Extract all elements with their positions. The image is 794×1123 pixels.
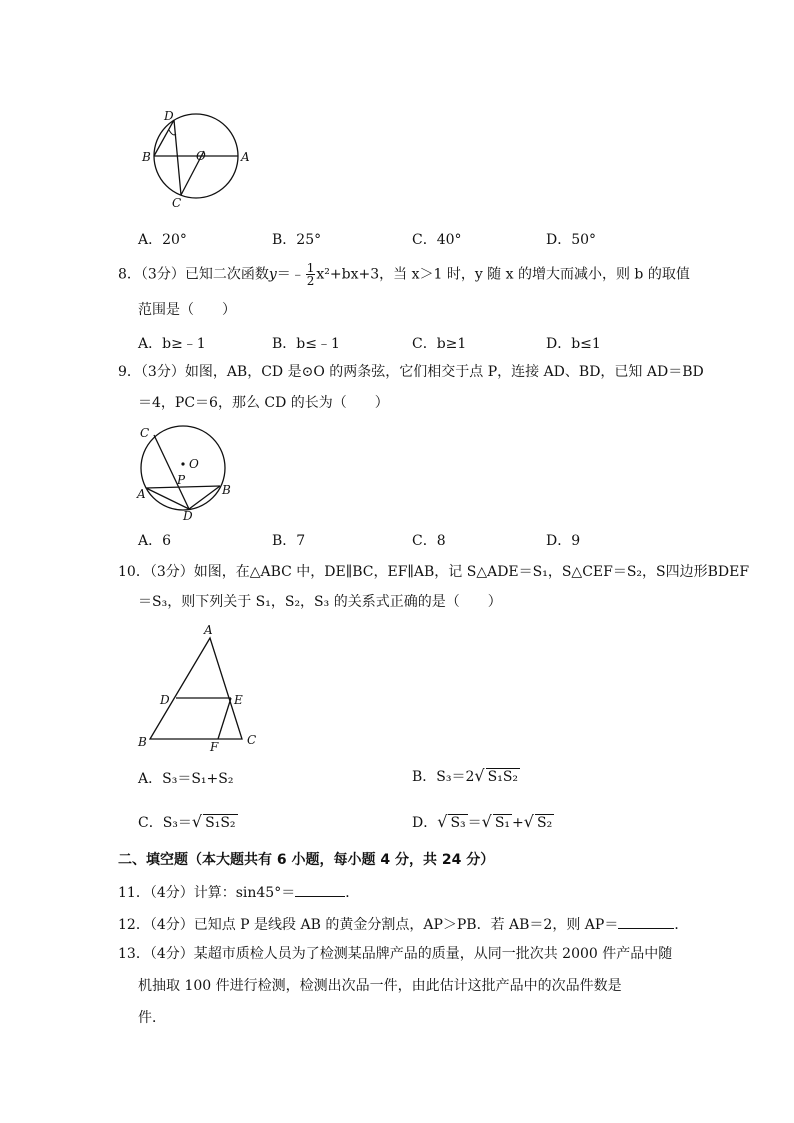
q7-label-c: C <box>172 196 182 210</box>
q11-end: ． <box>345 885 360 901</box>
q10-option-d[interactable] <box>412 812 554 832</box>
q7-label-o: O <box>196 149 206 163</box>
q7-label-d: D <box>164 109 174 123</box>
q10-option-d-equals: ＝ <box>467 815 482 831</box>
q8-stem-line1 <box>118 262 690 287</box>
q8-prefix: 8．（3分）已知二次函数 <box>118 266 269 283</box>
q9-label-p: P <box>177 473 186 487</box>
q10-option-d-plus: + <box>512 815 524 831</box>
radical-icon: √ <box>474 766 485 785</box>
q10-segment-ef <box>218 698 231 739</box>
q9-chord-cd <box>154 435 189 509</box>
q10-option-c-radicand: S₁S₂ <box>205 815 236 831</box>
q10-option-c-prefix: C．S₃＝ <box>138 815 192 831</box>
q10-label-d: D <box>160 693 170 707</box>
q10-option-d-prefix: D． <box>412 815 438 831</box>
q10-option-d-radicand-2: S₁ <box>494 815 511 831</box>
q10-triangle-abc <box>150 638 242 739</box>
q7-option-b[interactable]: B．25° <box>272 232 322 248</box>
q9-label-c: C <box>140 426 150 440</box>
q10-option-b[interactable] <box>412 766 520 786</box>
q7-chord-db <box>154 120 174 156</box>
q10-label-c: C <box>247 733 257 747</box>
q10-label-b: B <box>138 735 147 749</box>
q10-option-d-radicand-3: S₂ <box>536 815 553 831</box>
q10-option-c[interactable] <box>138 812 238 832</box>
q8-func-y: y <box>268 266 277 283</box>
q10-label-e: E <box>234 693 243 707</box>
q13-stem-line1: 13．（4分）某超市质检人员为了检测某品牌产品的质量，从同一批次共 2000 件产品中随 <box>118 946 673 962</box>
q10-option-b-radicand: S₁S₂ <box>487 769 519 785</box>
q10-label-a: A <box>204 623 213 637</box>
q13-stem-line3: 件． <box>138 1010 166 1026</box>
q9-circle-figure <box>136 420 240 522</box>
radical-icon: √ <box>191 812 203 831</box>
radical-icon: √ <box>481 812 492 831</box>
q8-option-d[interactable]: D．b≤1 <box>546 336 601 352</box>
q12-stem <box>118 914 688 935</box>
q8-func-rest: x²+bx+3，当 x＞1 时，y 随 x 的增大而减小，则 b 的取值 <box>316 266 690 283</box>
q8-option-a[interactable]: A．b≥﹣1 <box>138 336 206 352</box>
q8-option-b[interactable]: B．b≤﹣1 <box>272 336 340 352</box>
q10-option-b-prefix: B．S₃＝2 <box>412 769 475 785</box>
q7-circle-figure <box>138 104 258 212</box>
q7-option-a[interactable]: A．20° <box>138 232 187 248</box>
q9-label-d: D <box>183 509 193 522</box>
section-title-fill-in: 二、填空题（本大题共有 6 小题，每小题 4 分，共 24 分） <box>118 852 495 868</box>
q10-label-f: F <box>210 740 219 752</box>
radical-icon: √ <box>523 812 534 831</box>
q9-center-dot <box>181 462 184 465</box>
radical-icon: √ <box>437 812 448 831</box>
q9-label-b: B <box>222 483 231 497</box>
q8-func-eq: ＝﹣ <box>276 266 305 283</box>
q7-option-c[interactable]: C．40° <box>412 232 462 248</box>
q13-stem-line2: 机抽取 100 件进行检测，检测出次品一件，由此估计这批产品中的次品件数是 <box>138 978 622 994</box>
q8-frac-num: 1 <box>306 261 315 275</box>
q9-option-d[interactable]: D．9 <box>546 533 581 549</box>
q9-option-c[interactable]: C．8 <box>412 533 446 549</box>
q10-option-a[interactable]: A．S₃＝S₁+S₂ <box>138 771 234 787</box>
q11-stem <box>118 882 359 903</box>
q10-option-d-radicand-1: S₃ <box>450 815 466 831</box>
q7-option-d[interactable]: D．50° <box>546 232 597 248</box>
q11-text: 11．（4分）计算：sin45°＝ <box>118 885 296 901</box>
q10-triangle-figure <box>134 620 264 752</box>
q7-label-a: A <box>241 150 250 164</box>
q9-option-b[interactable]: B．7 <box>272 533 306 549</box>
q9-stem-line1: 9．（3分）如图，AB，CD 是⊙O 的两条弦，它们相交于点 P，连接 AD、BD，已知 AD＝BD <box>118 364 704 380</box>
q9-label-a: A <box>137 487 146 501</box>
q7-label-b: B <box>142 150 151 164</box>
q9-segment-bd <box>189 486 220 509</box>
q12-answer-blank[interactable] <box>618 914 674 929</box>
q7-chord-dc <box>174 120 181 195</box>
q10-stem-line2: ＝S₃，则下列关于 S₁，S₂，S₃ 的关系式正确的是（ ） <box>138 594 502 610</box>
q8-frac-den: 2 <box>306 274 315 288</box>
q9-label-o: O <box>189 457 199 471</box>
q9-option-a[interactable]: A．6 <box>138 533 172 549</box>
q9-segment-ad <box>146 488 189 509</box>
q8-option-c[interactable]: C．b≥1 <box>412 336 467 352</box>
q12-end: ． <box>674 917 689 933</box>
q10-stem-line1: 10．（3分）如图，在△ABC 中，DE∥BC，EF∥AB，记 S△ADE＝S₁，S△CEF＝S₂，S四边形BDEF <box>118 564 750 580</box>
q9-stem-line2: ＝4，PC＝6，那么 CD 的长为（ ） <box>138 395 389 411</box>
q8-fraction <box>306 262 316 287</box>
q11-answer-blank[interactable] <box>295 882 345 897</box>
q8-stem-line2: 范围是（ ） <box>138 302 236 318</box>
q12-text: 12．（4分）已知点 P 是线段 AB 的黄金分割点，AP＞PB．若 AB＝2，则 AP＝ <box>118 917 619 933</box>
